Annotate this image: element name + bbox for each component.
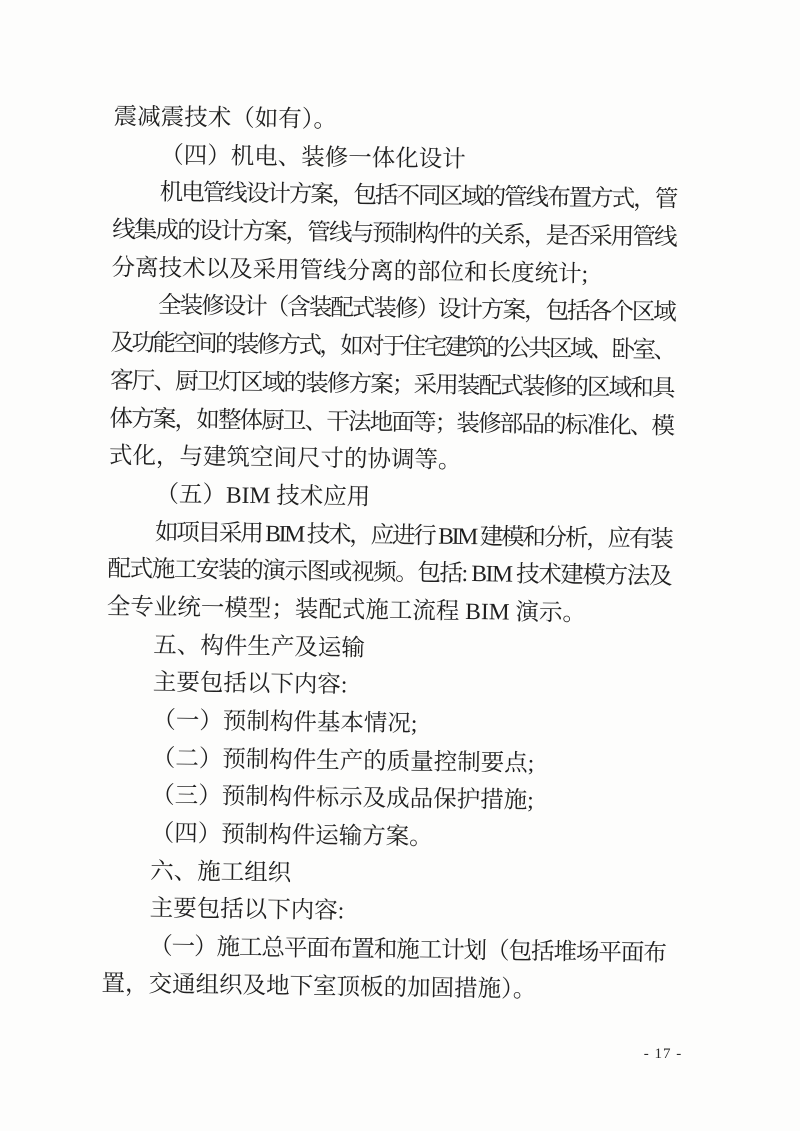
text-line-content: （三）预制构件标示及成品保护措施;	[151, 782, 534, 815]
document-text	[101, 99, 678, 1011]
text-line-content: 体方案，如整体厨卫、干法地面等；装修部品的标准化、模	[109, 405, 674, 440]
text-line-content: （一）施工总平面布置和施工计划（包括堆场平面布	[148, 933, 667, 967]
text-line-content: 机电管线设计方案，包括不同区域的管线布置方式，管	[159, 180, 677, 214]
text-line-content: （四）机电、装修一体化设计	[160, 142, 466, 173]
text-line-content: （四）预制构件运输方案。	[150, 820, 433, 851]
text-line-content: 置，交通组织及地下室顶板的加固措施）。	[101, 970, 537, 1003]
text-line-content: 线集成的设计方案，管线与预制构件的关系，是否采用管线	[111, 217, 676, 251]
page-number: - 17 -	[643, 1046, 683, 1062]
text-line-content: 配式施工安装的演示图或视频。包括: BIM 技术建模方法及	[107, 556, 672, 591]
text-line-content: 全专业统一模型；装配式施工流程 BIM 演示。	[106, 593, 587, 627]
text-line-content: 及功能空间的装修方式，如对于住宅建筑的公共区域、卧室、	[110, 330, 675, 364]
text-line-content: 震减震技术（如有）。	[113, 103, 338, 134]
text-line-content: 全装修设计（含装配式装修）设计方案，包括各个区域	[157, 293, 675, 327]
text-line	[101, 966, 665, 1012]
text-line-content: 主要包括以下内容:	[152, 669, 348, 699]
text-line-content: 如项目采用 BIM 技术，应进行 BIM 建模和分析，应有装	[154, 519, 672, 553]
text-line-content: （一）预制构件基本情况;	[152, 707, 418, 738]
text-line-content: 客厅、厨卫灯区域的装修方案；采用装配式装修的区域和具	[109, 367, 674, 402]
text-line-content: 式化，与建筑空间尺寸的协调等。	[108, 443, 462, 475]
text-line-content: 五、构件生产及运输	[153, 632, 366, 662]
text-line-content: 六、施工组织	[150, 858, 292, 887]
text-line-content: （二）预制构件生产的质量控制要点;	[151, 745, 535, 777]
text-line-content: 分离技术以及采用管线分离的部位和长度统计;	[111, 254, 589, 288]
text-line-content: 主要包括以下内容:	[149, 896, 345, 925]
text-line-content: （五）BIM 技术应用	[155, 481, 371, 511]
